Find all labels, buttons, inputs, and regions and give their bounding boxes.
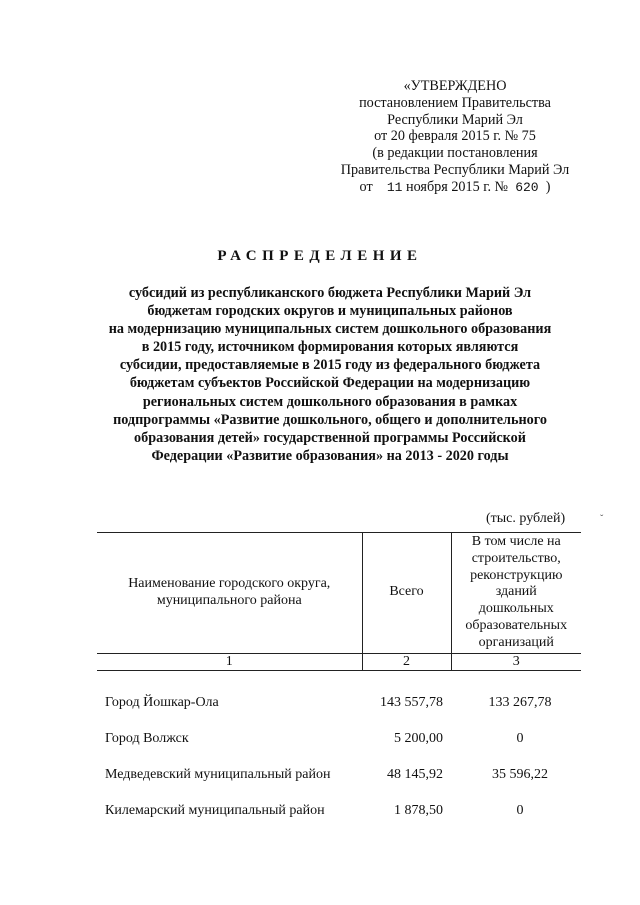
subtitle-line: субсидий из республиканского бюджета Республики Марий Эл (128, 285, 532, 301)
approval-line: Правительства Республики Марий Эл (340, 161, 570, 178)
row-name: Килемарский муниципальный район (105, 802, 325, 818)
subtitle-line: образования детей» государственной программы Российской (134, 429, 526, 446)
subtitle-line: в 2015 году, источником формирования которых являются (141, 339, 519, 356)
column-number-row (97, 653, 581, 670)
row-name: Город Волжск (105, 730, 189, 746)
column-number: 1 (97, 653, 362, 670)
amendment-day: 11 (386, 179, 403, 195)
subtitle-line: региональных систем дошкольного образования в рамках (142, 393, 518, 410)
row-construction: 0 (516, 730, 524, 746)
row-total: 5 200,00 (394, 730, 443, 746)
approval-line: (в редакции постановления (372, 145, 538, 162)
approval-suffix: ) (545, 178, 551, 195)
row-total: 143 557,78 (380, 694, 443, 710)
approval-line: постановлением Правительства (359, 94, 551, 111)
scan-artifact-mark: ˇ (600, 514, 604, 525)
column-number: 3 (451, 653, 581, 670)
subtitle-line: подпрограммы «Развитие дошкольного, общего и дополнительного (113, 411, 547, 428)
subsidy-table (97, 532, 581, 829)
header-total: Всего (362, 533, 451, 654)
subtitle-line: субсидии, предоставляемые в 2015 году из федерального бюджета (119, 357, 541, 374)
approval-prefix: от (359, 178, 373, 195)
subtitle-line: бюджетам городских округов и муниципальных районов (147, 303, 513, 320)
table-row (97, 757, 581, 793)
header-construction: В том числе на строительство, реконструкцию зданий дошкольных образовательных организаций (451, 533, 581, 654)
approval-line: «УТВЕРЖДЕНО (403, 78, 507, 94)
subtitle-line: бюджетам субъектов Российской Федерации на модернизацию (129, 375, 531, 392)
row-construction: 133 267,78 (488, 694, 552, 710)
document-subtitle (60, 284, 600, 465)
amendment-number: 620 (515, 179, 539, 195)
document-title: РАСПРЕДЕЛЕНИЕ (217, 248, 423, 264)
subtitle-line: Федерации «Развитие образования» на 2013 - 2020 годы (151, 447, 509, 464)
header-name: Наименование городского округа, муниципального района (97, 533, 362, 654)
row-total: 48 145,92 (387, 766, 443, 782)
approval-line: от 20 февраля 2015 г. № 75 (374, 128, 536, 145)
row-construction: 0 (516, 802, 524, 818)
table-header-row (97, 533, 581, 654)
approval-amendment-line (320, 179, 590, 197)
table-row (97, 721, 581, 757)
row-name: Медведевский муниципальный район (105, 766, 331, 782)
column-number: 2 (362, 653, 451, 670)
table-row (97, 670, 581, 721)
approval-stamp (320, 78, 590, 197)
table-row (97, 793, 581, 829)
row-name: Город Йошкар-Ола (105, 694, 219, 710)
subtitle-line: на модернизацию муниципальных систем дошкольного образования (108, 321, 552, 338)
row-total: 1 878,50 (394, 802, 443, 818)
units-label: (тыс. рублей) (486, 511, 566, 526)
row-construction: 35 596,22 (492, 766, 548, 782)
amendment-month-year: ноября 2015 г. № (406, 178, 509, 195)
approval-line: Республики Марий Эл (387, 111, 523, 128)
